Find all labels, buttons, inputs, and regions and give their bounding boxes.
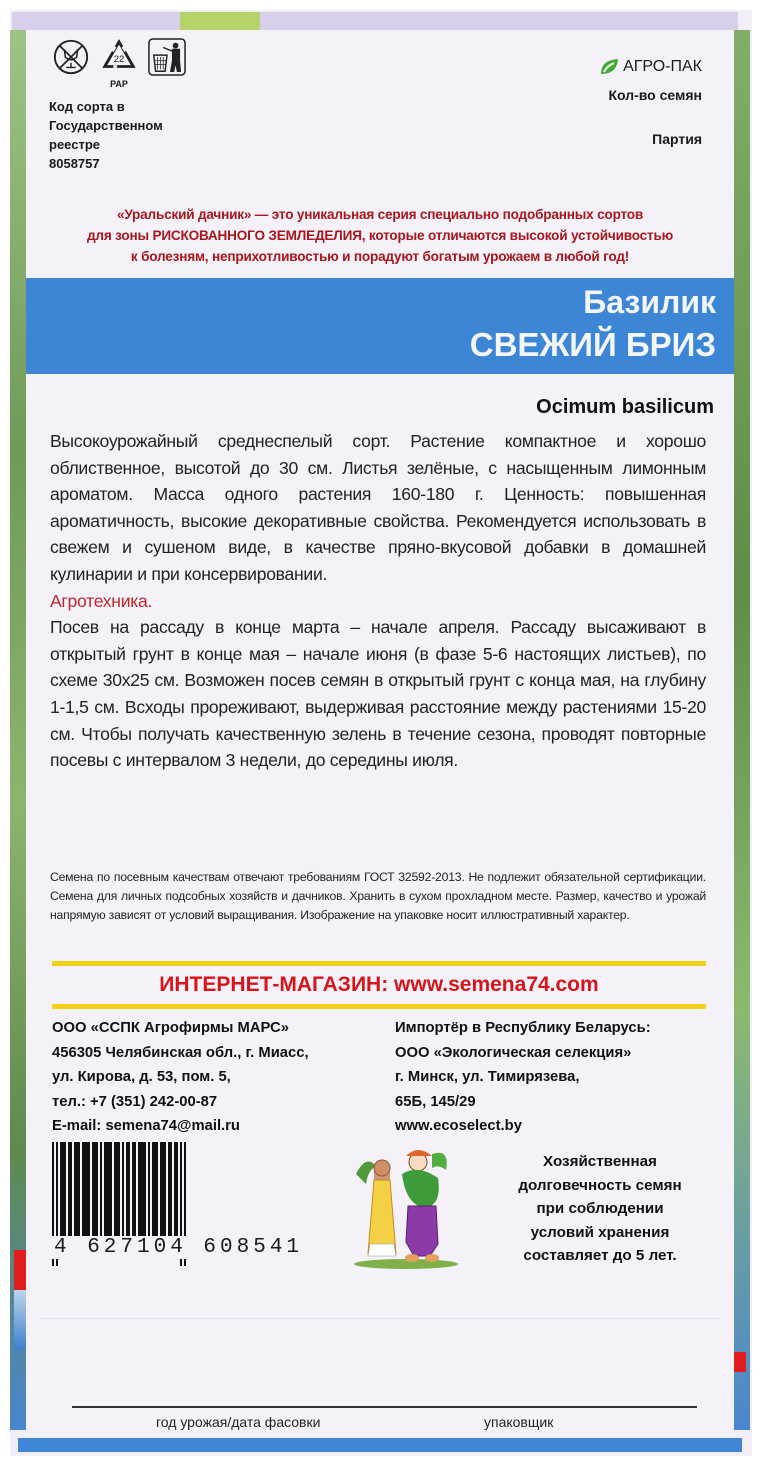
packaging-symbols: [52, 38, 186, 89]
brand-logo: [599, 58, 702, 76]
agrotech-text: Посев на рассаду в конце марта – начале апреля. Рассаду высаживают в открытый грунт в конце мая – начале июня (в фазе 5-6 настоящих листьев), по схеме 30х25 см. Возможен посев семян в открытый грунт с конца мая, на глубину 1-1,5 см. Всходы прореживают, выдерживая расстояние между растениями 15-20 см. Чтобы получать качественную зелень в течение сезона, проводят повторные посевы с интервалом 3 недели, до середины июля.: [50, 617, 706, 771]
svg-text:22: 22: [113, 53, 125, 65]
slogan-line: «Уральский дачник» — это уникальная серия специально подобранных сортов: [116, 207, 644, 222]
importer-line: ООО «Экологическая селекция»: [395, 1044, 632, 1061]
registry-info: [49, 97, 163, 173]
registry-label-line: Код сорта в: [49, 99, 125, 114]
slogan-text: , которые отличаются высокой устойчивостью: [361, 228, 674, 243]
packer-label: упаковщик: [484, 1414, 554, 1430]
registry-label-line: Государственном: [49, 118, 163, 133]
series-slogan: [40, 204, 720, 267]
dispose-in-bin-icon: [148, 38, 186, 76]
slogan-line: [40, 225, 720, 246]
slogan-emphasis: РИСКОВАННОГО ЗЕМЛЕДЕЛИЯ: [152, 228, 362, 243]
shop-divider-bottom: [52, 1004, 706, 1009]
harvest-date-label: год урожая/дата фасовки: [156, 1414, 321, 1430]
barcode-bars: [52, 1142, 314, 1250]
crop-name: Базилик: [583, 284, 716, 320]
variety-name: СВЕЖИЙ БРИЗ: [469, 326, 716, 363]
top-leaf-decor: [180, 12, 260, 30]
right-photo-edge: [734, 30, 750, 1430]
registry-code: 8058757: [49, 156, 100, 171]
producer-info: [52, 1016, 309, 1139]
importer-website[interactable]: www.ecoselect.by: [395, 1118, 522, 1134]
shelf-life-line: условий хранения: [530, 1223, 670, 1241]
product-description: [50, 428, 706, 774]
slogan-line: к болезням, неприхотливостью и порадуют богатым урожаем в любой год!: [130, 249, 630, 264]
importer-line: Импортёр в Республику Беларусь:: [395, 1020, 651, 1036]
shelf-life-note: [480, 1150, 720, 1268]
producer-phone: тел.: +7 (351) 242-00-87: [52, 1093, 218, 1110]
leaf-logo-icon: [599, 58, 619, 76]
left-blue-stripe: [14, 1290, 26, 1350]
slogan-text: для зоны: [86, 228, 153, 243]
recycle-symbol: [100, 38, 138, 89]
barcode: [52, 1142, 314, 1270]
producer-email[interactable]: E-mail: semena74@mail.ru: [52, 1118, 240, 1134]
description-text: Высокоурожайный среднеспелый сорт. Растение компактное и хорошо облиственное, высотой до 30 см. Листья зелёные, с насыщенным лимонным ароматом. Масса одного растения 160-180 г. Ценность: повышенная ароматичность, высокие декоративные свойства. Рекомендуется использовать в свежем и сушеном виде, в качестве пряно-вкусовой добавки в домашней кулинарии и при консервировании.: [50, 431, 706, 584]
shelf-life-line: Хозяйственная: [543, 1153, 657, 1170]
legal-text: Семена по посевным качествам отвечают требованиям ГОСТ 32592-2013. Не подлежит обязательной сертификации. Семена для личных подсобных хозяйств и дачников. Хранить в сухом прохладном месте. Размер, качество и урожай напрямую зависят от условий выращивания. Изображение на упаковке носит иллюстративный характер.: [50, 870, 706, 922]
shelf-life-line: долговечность семян: [518, 1176, 682, 1194]
seed-count-label: Кол-во семян: [608, 87, 702, 103]
signature-line: [72, 1406, 697, 1408]
brand-name: АГРО-ПАК: [623, 58, 702, 75]
agrotech-title: Агротехника.: [50, 590, 153, 611]
online-shop-link[interactable]: ИНТЕРНЕТ-МАГАЗИН: www.semena74.com: [159, 973, 599, 996]
top-decor-band: [12, 12, 738, 30]
latin-name: Ocimum basilicum: [536, 396, 714, 418]
gardeners-illustration: [346, 1144, 466, 1272]
producer-line: ООО «ССПК Агрофирмы МАРС»: [52, 1020, 289, 1036]
barcode-number: 4 627104 608541: [54, 1236, 304, 1259]
right-red-stripe: [734, 1352, 746, 1372]
importer-info: [395, 1016, 651, 1139]
bottom-blue-band: [18, 1438, 742, 1452]
producer-line: 456305 Челябинская обл., г. Миасс,: [52, 1044, 309, 1061]
shelf-life-line: составляет до 5 лет.: [523, 1247, 677, 1264]
shop-divider-top: [52, 961, 706, 966]
importer-line: 65Б, 145/29: [395, 1093, 476, 1110]
shelf-life-line: при соблюдении: [536, 1200, 664, 1217]
importer-line: г. Минск, ул. Тимирязева,: [395, 1069, 580, 1085]
recycle-label: PAP: [110, 79, 128, 89]
not-food-safe-icon: [52, 38, 90, 76]
batch-label: Партия: [652, 131, 702, 147]
registry-label-line: реестре: [49, 137, 100, 152]
recycle-22-pap-icon: [100, 38, 138, 76]
producer-line: ул. Кирова, д. 53, пом. 5,: [52, 1069, 231, 1085]
left-red-stripe: [14, 1250, 26, 1290]
